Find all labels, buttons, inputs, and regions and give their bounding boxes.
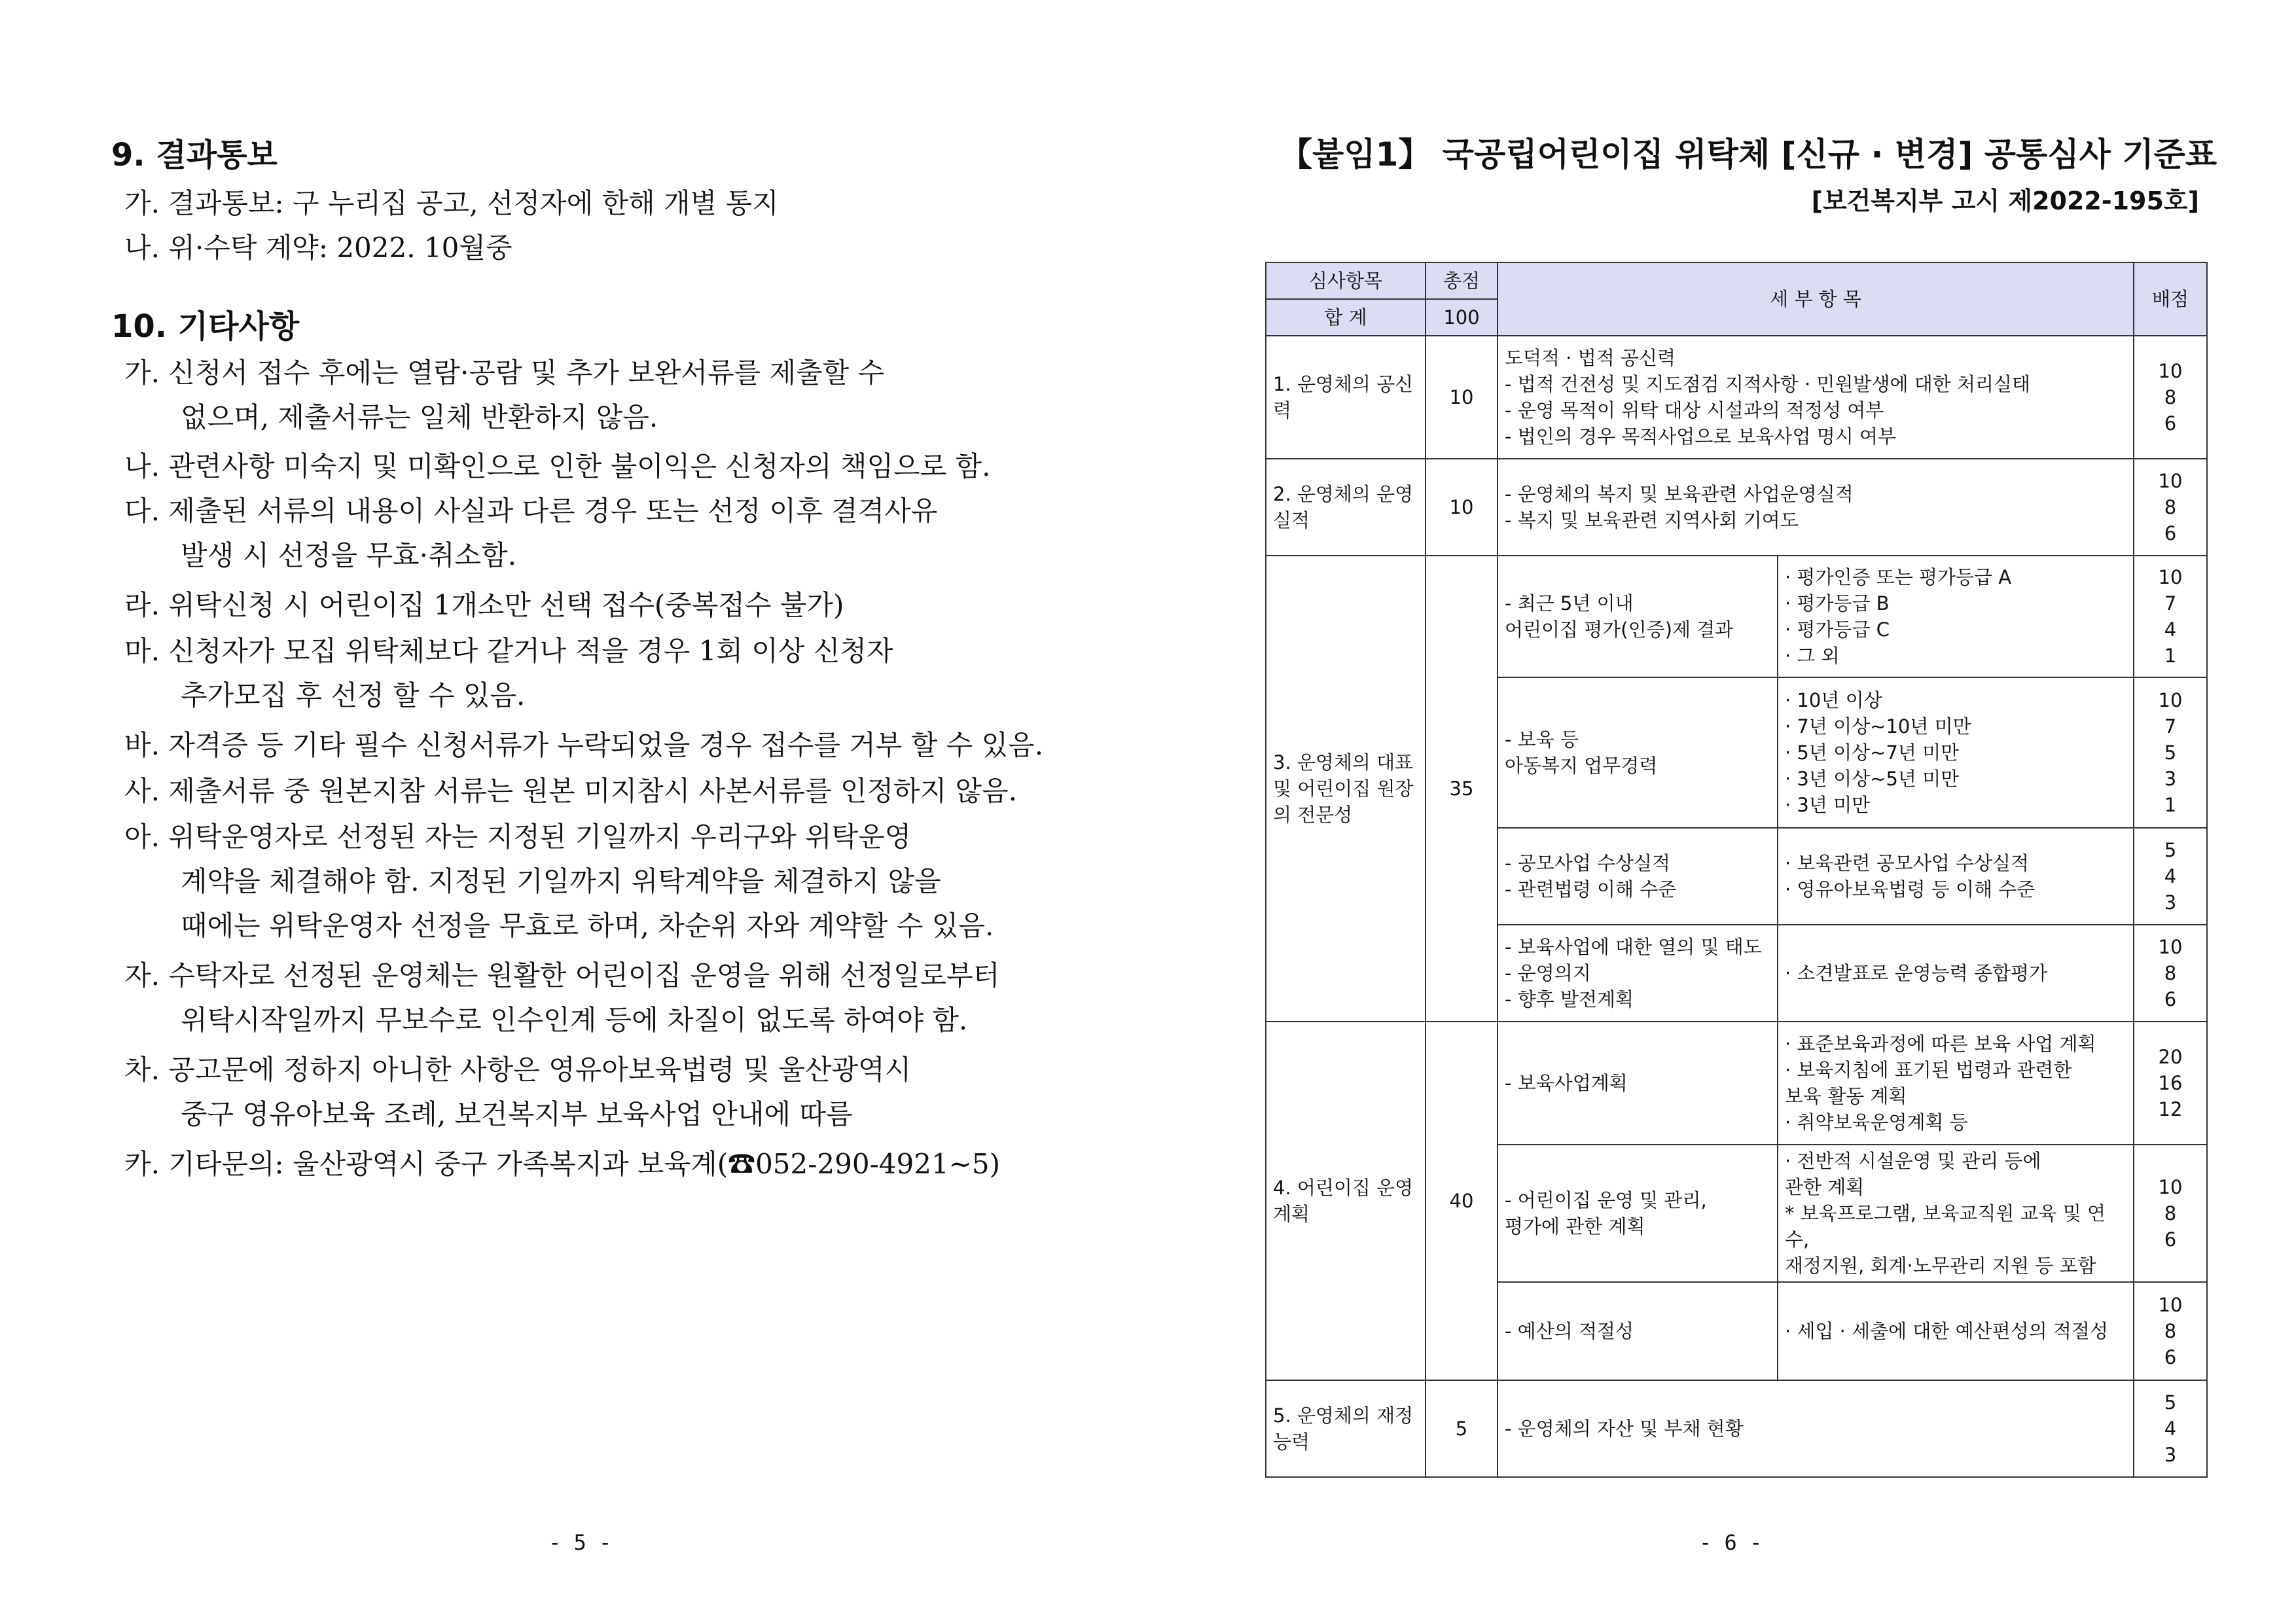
r4-b-sub: · 전반적 시설운영 및 관리 등에 관한 계획 * 보육프로그램, 보육교직원 교육 및 연수, 재정지원, 회계·노무관리 지원 등 포함 — [1778, 1145, 2134, 1282]
s10-line-18: 카. 기타문의: 울산광역시 중구 가족복지과 보육계(☎052-290-4921~5) — [124, 1148, 1000, 1180]
sum-label: 합 계 — [1266, 299, 1426, 336]
section-10-title: 10. 기타사항 — [111, 308, 300, 345]
s10-line-13: 때에는 위탁운영자 선정을 무효로 하며, 차순위 자와 계약할 수 있음. — [181, 910, 994, 942]
table-header-row — [1266, 262, 2207, 299]
r4-b-item: - 어린이집 운영 및 관리, 평가에 관한 계획 — [1498, 1145, 1778, 1282]
r1-total: 10 — [1426, 336, 1498, 459]
r2-items: - 운영체의 복지 및 보육관련 사업운영실적 - 복지 및 보육관련 지역사회 기여도 — [1498, 459, 2134, 556]
r4-total: 40 — [1426, 1022, 1498, 1380]
r1-items: 도덕적 · 법적 공신력 - 법적 건전성 및 지도점검 지적사항 · 민원발생에 대한 처리실태 - 운영 목적이 위탁 대상 시설과의 적정성 여부 - 법인의 경우 목적사업으로 보육사업 명시 여부 — [1498, 336, 2134, 459]
table-row — [1266, 1022, 2207, 1145]
attachment-subtitle: [보건복지부 고시 제2022-195호] — [1811, 187, 2199, 215]
s10-line-7: 마. 신청자가 모집 위탁체보다 같거나 적을 경우 1회 이상 신청자 — [124, 635, 893, 667]
s10-line-2: 없으며, 제출서류는 일체 반환하지 않음. — [181, 401, 658, 433]
s10-line-8: 추가모집 후 선정 할 수 있음. — [181, 679, 526, 711]
s10-line-11: 아. 위탁운영자로 선정된 자는 지정된 기일까지 우리구와 위탁운영 — [124, 821, 912, 853]
r4-a-points: 20 16 12 — [2134, 1022, 2207, 1145]
s10-line-10: 사. 제출서류 중 원본지참 서류는 원본 미지참시 사본서류를 인정하지 않음. — [124, 775, 1018, 807]
r5-items: - 운영체의 자산 및 부채 현황 — [1498, 1380, 2134, 1477]
r3-d-points: 10 8 6 — [2134, 925, 2207, 1022]
header-points: 배점 — [2134, 262, 2207, 336]
r3-a-sub: · 평가인증 또는 평가등급 A · 평가등급 B · 평가등급 C · 그 외 — [1778, 556, 2134, 677]
r3-a-item: - 최근 5년 이내 어린이집 평가(인증)제 결과 — [1498, 556, 1778, 677]
r2-category: 2. 운영체의 운영실적 — [1266, 459, 1426, 556]
r5-total: 5 — [1426, 1380, 1498, 1477]
r3-c-sub: · 보육관련 공모사업 수상실적 · 영유아보육법령 등 이해 수준 — [1778, 828, 2134, 925]
s10-line-4: 다. 제출된 서류의 내용이 사실과 다른 경우 또는 선정 이후 결격사유 — [124, 495, 938, 527]
criteria-table — [1265, 262, 2208, 1478]
r3-d-sub: · 소견발표로 운영능력 종합평가 — [1778, 925, 2134, 1022]
r3-b-item: - 보육 등 아동복지 업무경력 — [1498, 677, 1778, 828]
table-row — [1266, 556, 2207, 677]
table-row — [1266, 336, 2207, 459]
sum-value: 100 — [1426, 299, 1498, 336]
s10-line-1: 가. 신청서 접수 후에는 열람·공람 및 추가 보완서류를 제출할 수 — [124, 357, 885, 389]
s10-line-14: 자. 수탁자로 선정된 운영체는 원활한 어린이집 운영을 위해 선정일로부터 — [124, 959, 1000, 991]
table-row — [1266, 459, 2207, 556]
s9-line-2: 나. 위·수탁 계약: 2022. 10월중 — [124, 232, 512, 264]
r3-b-sub: · 10년 이상 · 7년 이상~10년 미만 · 5년 이상~7년 미만 · 3년 이상~5년 미만 · 3년 미만 — [1778, 677, 2134, 828]
r4-c-points: 10 8 6 — [2134, 1282, 2207, 1380]
r3-b-points: 10 7 5 3 1 — [2134, 677, 2207, 828]
r2-points: 10 8 6 — [2134, 459, 2207, 556]
header-category: 심사항목 — [1266, 262, 1426, 299]
r3-c-points: 5 4 3 — [2134, 828, 2207, 925]
page-number-right: - 6 - — [1699, 1530, 1763, 1555]
r4-a-sub: · 표준보육과정에 따른 보육 사업 계획 · 보육지침에 표기된 법령과 관련한 보육 활동 계획 · 취약보육운영계획 등 — [1778, 1022, 2134, 1145]
r4-c-item: - 예산의 적절성 — [1498, 1282, 1778, 1380]
s9-line-1: 가. 결과통보: 구 누리집 공고, 선정자에 한해 개별 통지 — [124, 187, 779, 219]
r5-points: 5 4 3 — [2134, 1380, 2207, 1477]
attachment-title: 【붙임1】 국공립어린이집 위탁체 [신규 · 변경] 공통심사 기준표 — [1280, 135, 2217, 173]
page-number-left: - 5 - — [548, 1530, 612, 1555]
header-total: 총점 — [1426, 262, 1498, 299]
s10-line-5: 발생 시 선정을 무효·취소함. — [181, 539, 517, 571]
section-9-title: 9. 결과통보 — [111, 137, 278, 173]
r3-d-item: - 보육사업에 대한 열의 및 태도 - 운영의지 - 향후 발전계획 — [1498, 925, 1778, 1022]
s10-line-15: 위탁시작일까지 무보수로 인수인계 등에 차질이 없도록 하여야 함. — [181, 1004, 968, 1036]
r3-total: 35 — [1426, 556, 1498, 1022]
s10-line-3: 나. 관련사항 미숙지 및 미확인으로 인한 불이익은 신청자의 책임으로 함. — [124, 450, 991, 482]
r3-a-points: 10 7 4 1 — [2134, 556, 2207, 677]
r1-category: 1. 운영체의 공신력 — [1266, 336, 1426, 459]
r2-total: 10 — [1426, 459, 1498, 556]
r4-b-points: 10 8 6 — [2134, 1145, 2207, 1282]
s10-line-12: 계약을 체결해야 함. 지정된 기일까지 위탁계약을 체결하지 않을 — [181, 865, 941, 897]
r3-c-item: - 공모사업 수상실적 - 관련법령 이해 수준 — [1498, 828, 1778, 925]
s10-line-17: 중구 영유아보육 조례, 보건복지부 보육사업 안내에 따름 — [181, 1098, 853, 1130]
r4-category: 4. 어린이집 운영계획 — [1266, 1022, 1426, 1380]
s10-line-9: 바. 자격증 등 기타 필수 신청서류가 누락되었을 경우 접수를 거부 할 수 있음. — [124, 729, 1044, 761]
r5-category: 5. 운영체의 재정능력 — [1266, 1380, 1426, 1477]
header-detail: 세 부 항 목 — [1498, 262, 2134, 336]
table-row — [1266, 1380, 2207, 1477]
r4-c-sub: · 세입 · 세출에 대한 예산편성의 적절성 — [1778, 1282, 2134, 1380]
r1-points: 10 8 6 — [2134, 336, 2207, 459]
s10-line-6: 라. 위탁신청 시 어린이집 1개소만 선택 접수(중복접수 불가) — [124, 589, 844, 621]
r4-a-item: - 보육사업계획 — [1498, 1022, 1778, 1145]
r3-category: 3. 운영체의 대표 및 어린이집 원장의 전문성 — [1266, 556, 1426, 1022]
s10-line-16: 차. 공고문에 정하지 아니한 사항은 영유아보육법령 및 울산광역시 — [124, 1054, 912, 1086]
